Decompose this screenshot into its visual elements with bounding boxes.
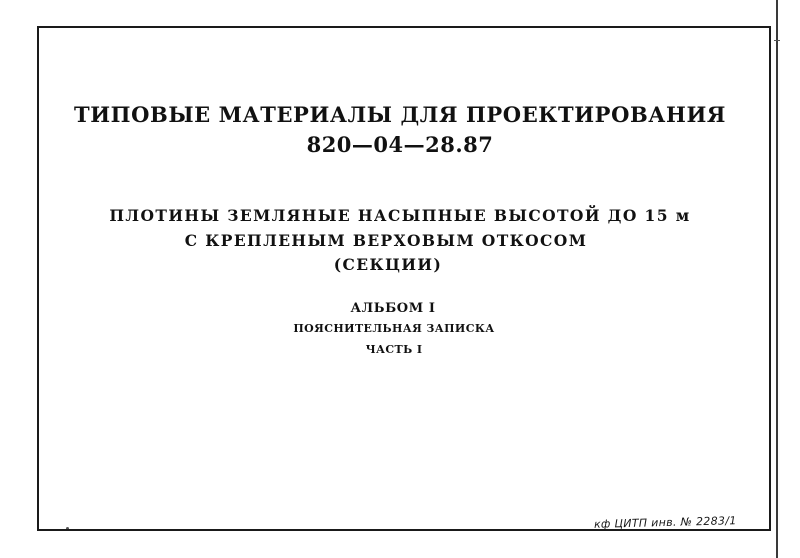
album-label: АЛЬБОМ I bbox=[350, 301, 436, 316]
edge-mark bbox=[774, 40, 780, 41]
page-edge-line bbox=[776, 0, 778, 558]
document-title: ТИПОВЫЕ МАТЕРИАЛЫ ДЛЯ ПРОЕКТИРОВАНИЯ bbox=[73, 102, 727, 127]
part-label: ЧАСТЬ I bbox=[365, 343, 423, 356]
explanatory-note-label: ПОЯСНИТЕЛЬНАЯ ЗАПИСКА bbox=[293, 322, 495, 335]
document-code: 820—04—28.87 bbox=[306, 132, 494, 157]
subtitle-line-3: (СЕКЦИИ) bbox=[333, 255, 443, 274]
subtitle-line-2: С КРЕПЛЕНЫМ ВЕРХОВЫМ ОТКОСОМ bbox=[184, 231, 588, 250]
inventory-stamp: кф ЦИТП инв. № 2283/1 bbox=[593, 514, 737, 531]
subtitle-line-1: ПЛОТИНЫ ЗЕМЛЯНЫЕ НАСЫПНЫЕ ВЫСОТОЙ ДО 15 м bbox=[109, 206, 691, 225]
